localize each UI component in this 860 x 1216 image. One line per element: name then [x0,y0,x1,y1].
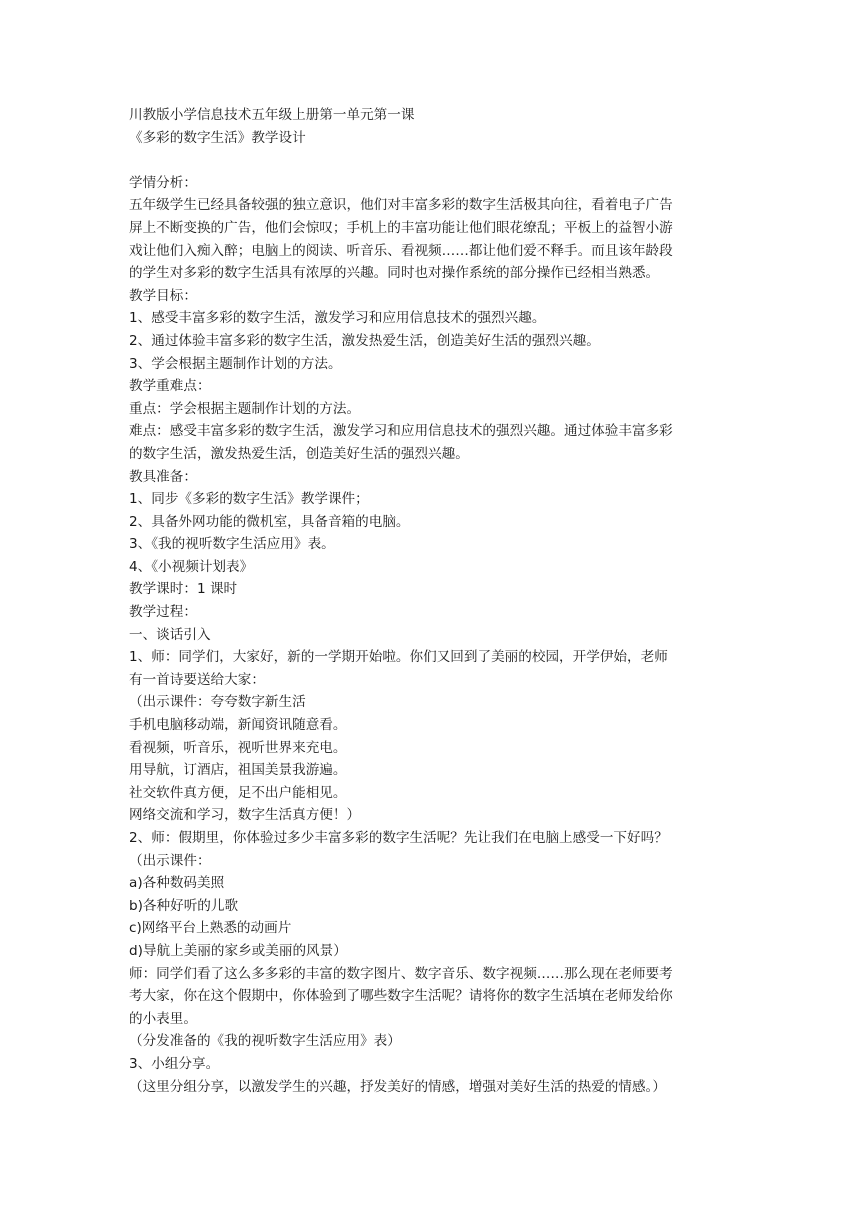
goals-heading: 教学目标： [129,287,197,304]
blank-line [129,149,735,172]
difficulty-line: 的数字生活，激发热爱生活，创造美好生活的强烈兴趣。 [129,445,469,462]
step-line: 1、师：同学们，大家好，新的一学期开始啦。你们又回到了美丽的校园，开学伊始，老师 [129,649,668,666]
step-line: 3、小组分享。 [129,1055,220,1072]
step-note: （这里分组分享，以激发学生的兴趣，抒发美好的情感，增强对美好生活的热爱的情感。） [129,1078,666,1095]
poem-line: 网络交流和学习，数字生活真方便！） [129,807,361,824]
material-item: 4、《小视频计划表》 [129,558,254,575]
poem-line: 用导航，订酒店，祖国美景我游遍。 [129,762,347,779]
analysis-line: 五年级学生已经具备较强的独立意识，他们对丰富多彩的数字生活极其向往，看着电子广告 [129,197,673,214]
analysis-line: 的学生对多彩的数字生活具有浓厚的兴趣。同时也对操作系统的部分操作已经相当熟悉。 [129,265,660,282]
section-heading: 一、谈话引入 [129,626,211,643]
poem-line: 社交软件真方便，足不出户能相见。 [129,784,347,801]
teacher-line: 师：同学们看了这么多多彩的丰富的数字图片、数字音乐、数字视频……那么现在老师要考 [129,965,673,982]
class-hours: 教学课时：1 课时 [129,581,238,598]
analysis-line: 屏上不断变换的广告，他们会惊叹；手机上的丰富功能让他们眼花缭乱；平板上的益智小游 [129,219,673,236]
document-title-line2: 《多彩的数字生活》教学设计 [129,129,306,146]
courseware-item: a)各种数码美照 [129,875,225,892]
courseware-item: b)各种好听的儿歌 [129,897,239,914]
process-heading: 教学过程： [129,604,197,621]
key-point: 重点：学会根据主题制作计划的方法。 [129,400,361,417]
document-page [129,104,735,1098]
keypoints-heading: 教学重难点： [129,378,211,395]
courseware-item: d)导航上美丽的家乡或美丽的风景） [129,942,347,959]
step-line: 有一首诗要送给大家： [129,671,265,688]
teacher-line: 考大家，你在这个假期中，你体验到了哪些数字生活呢？请将你的数字生活填在老师发给你 [129,988,673,1005]
analysis-heading: 学情分析： [129,174,197,191]
difficulty-line: 难点：感受丰富多彩的数字生活，激发学习和应用信息技术的强烈兴趣。通过体验丰富多彩 [129,423,673,440]
material-item: 1、同步《多彩的数字生活》教学课件； [129,491,369,508]
poem-line: 看视频，听音乐，视听世界来充电。 [129,739,347,756]
goal-item: 3、学会根据主题制作计划的方法。 [129,355,342,372]
distribute-note: （分发准备的《我的视听数字生活应用》表） [129,1033,401,1050]
document-title-line1: 川教版小学信息技术五年级上册第一单元第一课 [129,107,415,123]
material-item: 2、具备外网功能的微机室，具备音箱的电脑。 [129,513,410,530]
material-item: 3、《我的视听数字生活应用》表。 [129,536,335,553]
analysis-line: 戏让他们入痴入醉；电脑上的阅读、听音乐、看视频……都让他们爱不释手。而且该年龄段 [129,242,673,259]
courseware-open: （出示课件： [129,852,211,869]
goal-item: 1、感受丰富多彩的数字生活，激发学习和应用信息技术的强烈兴趣。 [129,310,546,327]
teacher-line: 的小表里。 [129,1010,197,1027]
step-line: 2、师：假期里，你体验过多少丰富多彩的数字生活呢？先让我们在电脑上感受一下好吗？ [129,830,668,846]
courseware-item: c)网络平台上熟悉的动画片 [129,920,292,937]
materials-heading: 教具准备： [129,468,197,485]
goal-item: 2、通过体验丰富多彩的数字生活，激发热爱生活，创造美好生活的强烈兴趣。 [129,332,600,349]
poem-line: 手机电脑移动端，新闻资讯随意看。 [129,717,347,734]
poem-line: （出示课件：夸夸数字新生活 [129,694,306,711]
